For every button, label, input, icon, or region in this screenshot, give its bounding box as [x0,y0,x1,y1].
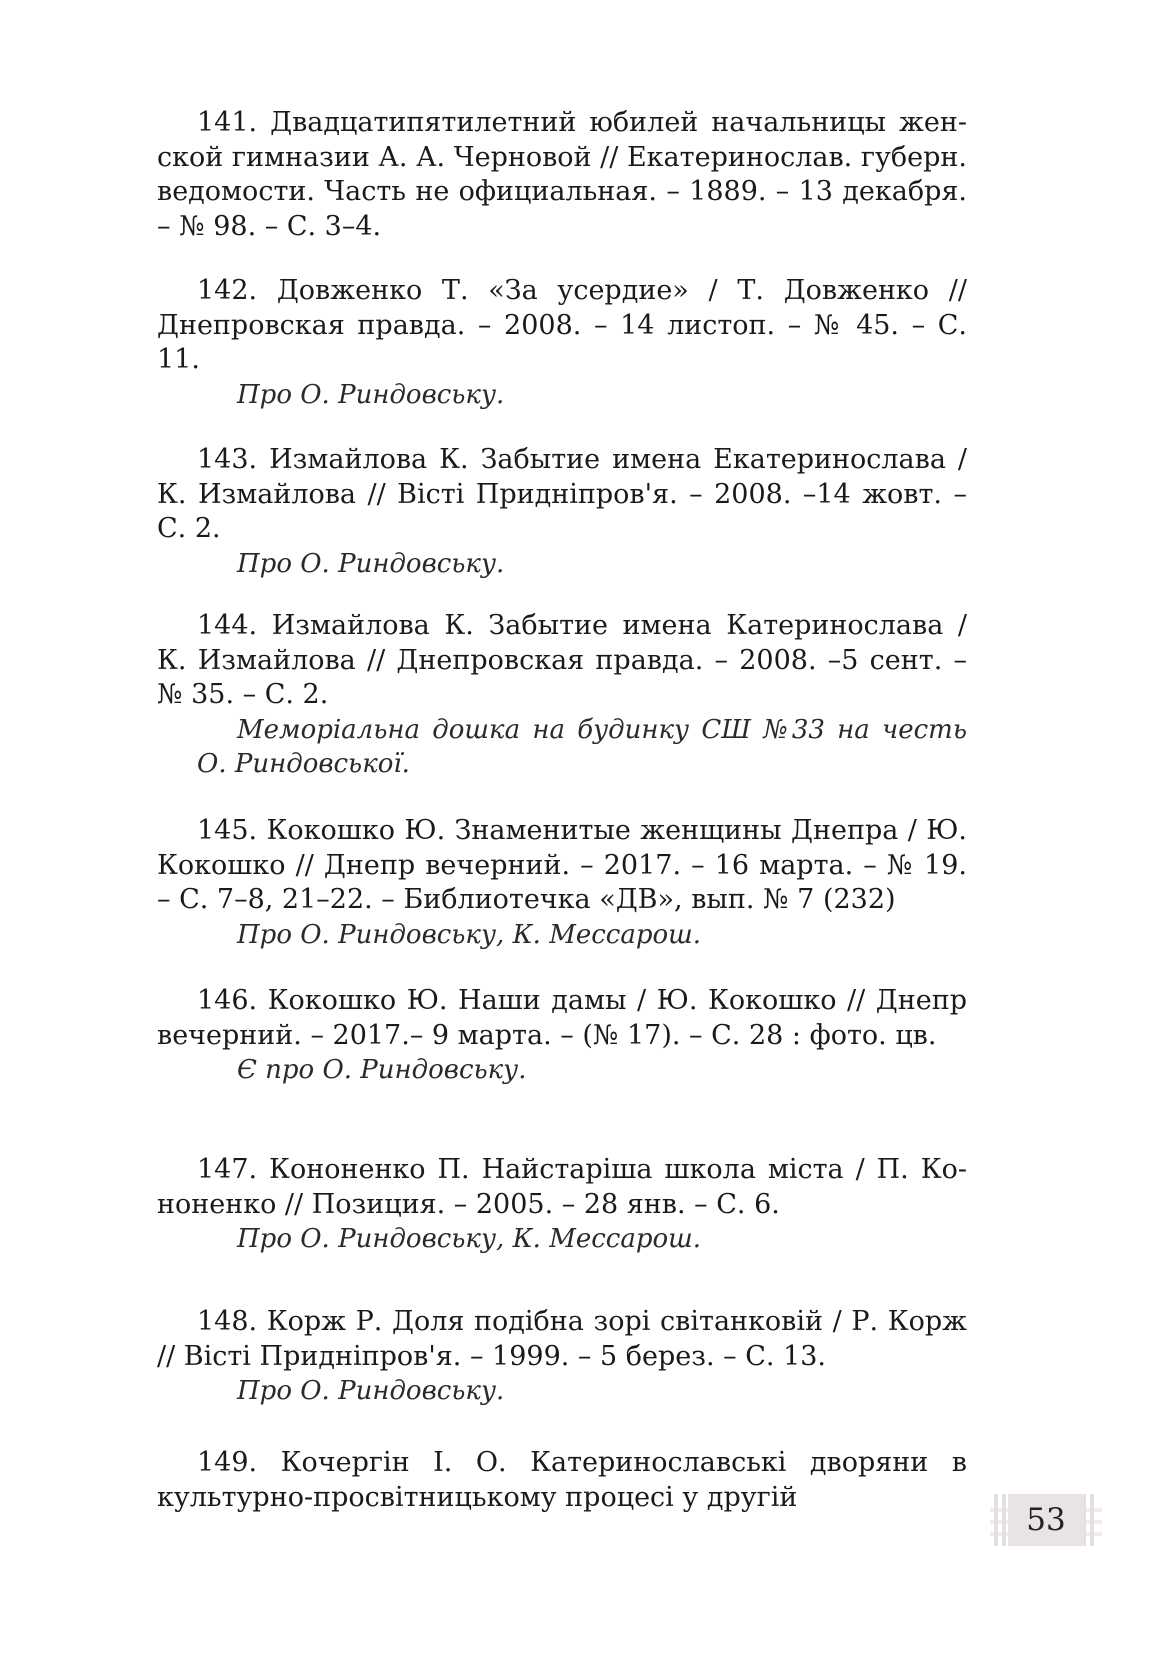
entry-text: 149. Кочергін І. О. Катеринославські дворяни в культурно-просвітницькому процесі у другій [157,1447,967,1513]
entry-note: Про О. Риндовську, К. Мессарош. [237,919,702,950]
entry-text: 144. Измайлова К. Забытие имена Катеринослава / К. Измайлова // Днепровская правда. – 2008. –5 сент. – № 35. – С. 2. [157,610,967,710]
page-number: 53 [1008,1494,1084,1546]
entry-note: Про О. Риндовську, К. Мессарош. [237,1224,702,1254]
entry-text: 141. Двадцатипятилетний юбилей начальницы женской гимназии А. А. Черновой // Екатеринослав. губерн. ведомости. Часть не официальная. – 1889. – 13 декабря. – № 98. – С. 3–4. [157,107,967,242]
bibliography-entry-142 [157,274,967,412]
entry-note: Є про О. Риндовську. [237,1055,527,1085]
bibliography-entry-146 [157,984,967,1088]
entry-text: 147. Кононенко П. Найстаріша школа міста / П. Кононенко // Позиция. – 2005. – 28 янв. – С. 6. [157,1154,967,1220]
bibliography-entry-147 [157,1153,967,1257]
bibliography-entry-141 [157,106,967,244]
entry-note: Про О. Риндовську. [237,548,505,579]
page-number-block [990,1494,1102,1546]
entry-text: 143. Измайлова К. Забытие имена Екатеринослава / К. Измайлова // Вісті Придніпров'я. – 2008. –14 жовт. – С. 2. [157,444,967,544]
entry-text: 148. Корж Р. Доля подібна зорі світанковій / Р. Корж // Вісті Придніпров'я. – 1999. – 5 берез. – С. 13. [157,1306,967,1372]
entry-text: 142. Довженко Т. «За усердие» / Т. Довженко // Днепровская правда. – 2008. – 14 листоп. – № 45. – С. 11. [157,275,967,375]
bibliography-entry-149 [157,1446,967,1515]
bibliography-entry-144 [157,609,967,782]
bibliography-entry-148 [157,1305,967,1409]
entry-text: 146. Кокошко Ю. Наши дамы / Ю. Кокошко // Днепр вечерний. – 2017.– 9 марта. – (№ 17). – С. 28 : фото. цв. [157,985,967,1051]
bibliography-entry-145 [157,814,967,952]
bibliography-entry-143 [157,443,967,581]
entry-text: 145. Кокошко Ю. Знаменитые женщины Днепра / Ю. Кокошко // Днепр вечерний. – 2017. – 16 марта. – № 19. – С. 7–8, 21–22. – Библиотечка «ДВ», вып. № 7 (232) [157,815,967,915]
entry-note: Про О. Риндовську. [237,1376,505,1406]
entry-note: Меморіальна дошка на будинку СШ №33 на честь О. Риндовської. [197,714,967,779]
entry-note: Про О. Риндовську. [237,379,505,410]
